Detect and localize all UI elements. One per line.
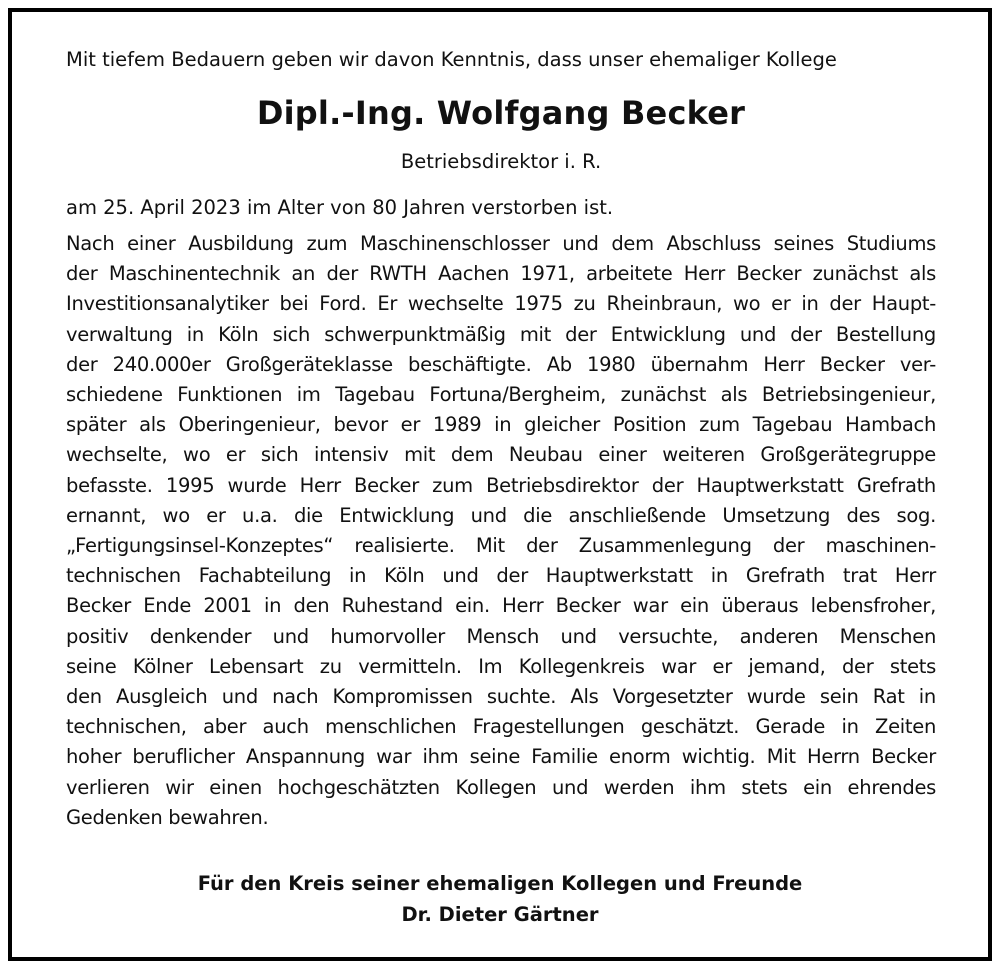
intro-text: Mit tiefem Bedauern geben wir davon Kenntnis, dass unser ehemaliger Kollege: [66, 48, 837, 71]
biography-line: technischen Fachabteilung in Köln und der Hauptwerkstatt in Grefrath trat Herr: [66, 564, 936, 588]
biography-line: befasste. 1995 wurde Herr Becker zum Betriebsdirektor der Hauptwerkstatt Grefrath: [66, 473, 936, 497]
signature-name: Dr. Dieter Gärtner: [401, 903, 599, 926]
biography-line: hoher beruflicher Anspannung war ihm seine Familie enorm wichtig. Mit Herrn Becker: [66, 745, 936, 769]
death-statement: am 25. April 2023 im Alter von 80 Jahren verstorben ist.: [66, 196, 614, 219]
obituary-content: [66, 47, 936, 833]
biography-line: später als Oberingenieur, bevor er 1989 in gleicher Position zum Tagebau Hambach: [66, 413, 936, 437]
biography-line: der Maschinentechnik an der RWTH Aachen 1971, arbeitete Herr Becker zunächst als: [66, 262, 936, 286]
biography-line: schiedene Funktionen im Tagebau Fortuna/Bergheim, zunächst als Betriebsingenieur,: [66, 383, 936, 407]
biography-line: verlieren wir einen hochgeschätzten Kollegen und werden ihm stets ein ehrendes: [66, 775, 936, 799]
signature-block: [8, 868, 992, 930]
biography-line: positiv denkender und humorvoller Mensch und versuchte, anderen Menschen: [66, 624, 936, 648]
biography-text: [66, 229, 936, 833]
biography-line: ernannt, wo er u.a. die Entwicklung und die anschließende Umsetzung des sog.: [66, 503, 936, 527]
biography-line: Investitionsanalytiker bei Ford. Er wechselte 1975 zu Rheinbraun, wo er in der Haupt-: [66, 292, 936, 316]
biography-line: seine Kölner Lebensart zu vermitteln. Im Kollegenkreis war er jemand, der stets: [66, 654, 936, 678]
biography-line: den Ausgleich und nach Kompromissen suchte. Als Vorgesetzter wurde sein Rat in: [66, 685, 936, 709]
biography-line: technischen, aber auch menschlichen Fragestellungen geschätzt. Gerade in Zeiten: [66, 715, 936, 739]
biography-line: Gedenken bewahren.: [66, 805, 269, 829]
biography-line: „Fertigungsinsel-Konzeptes“ realisierte. Mit der Zusammenlegung der maschinen-: [66, 534, 936, 558]
biography-line: Nach einer Ausbildung zum Maschinenschlosser und dem Abschluss seines Studiums: [66, 232, 936, 255]
deceased-name: Dipl.-Ing. Wolfgang Becker: [256, 94, 746, 132]
biography-line: wechselte, wo er sich intensiv mit dem Neubau einer weiteren Großgerätegruppe: [66, 443, 936, 467]
biography-line: der 240.000er Großgeräteklasse beschäftigte. Ab 1980 übernahm Herr Becker ver-: [66, 352, 936, 376]
biography-line: verwaltung in Köln sich schwerpunktmäßig mit der Entwicklung und der Bestellung: [66, 322, 936, 346]
signature-group: Für den Kreis seiner ehemaligen Kollegen und Freunde: [197, 872, 803, 895]
deceased-role: Betriebsdirektor i. R.: [400, 150, 602, 173]
biography-line: Becker Ende 2001 in den Ruhestand ein. Herr Becker war ein überaus lebensfroher,: [66, 594, 936, 618]
